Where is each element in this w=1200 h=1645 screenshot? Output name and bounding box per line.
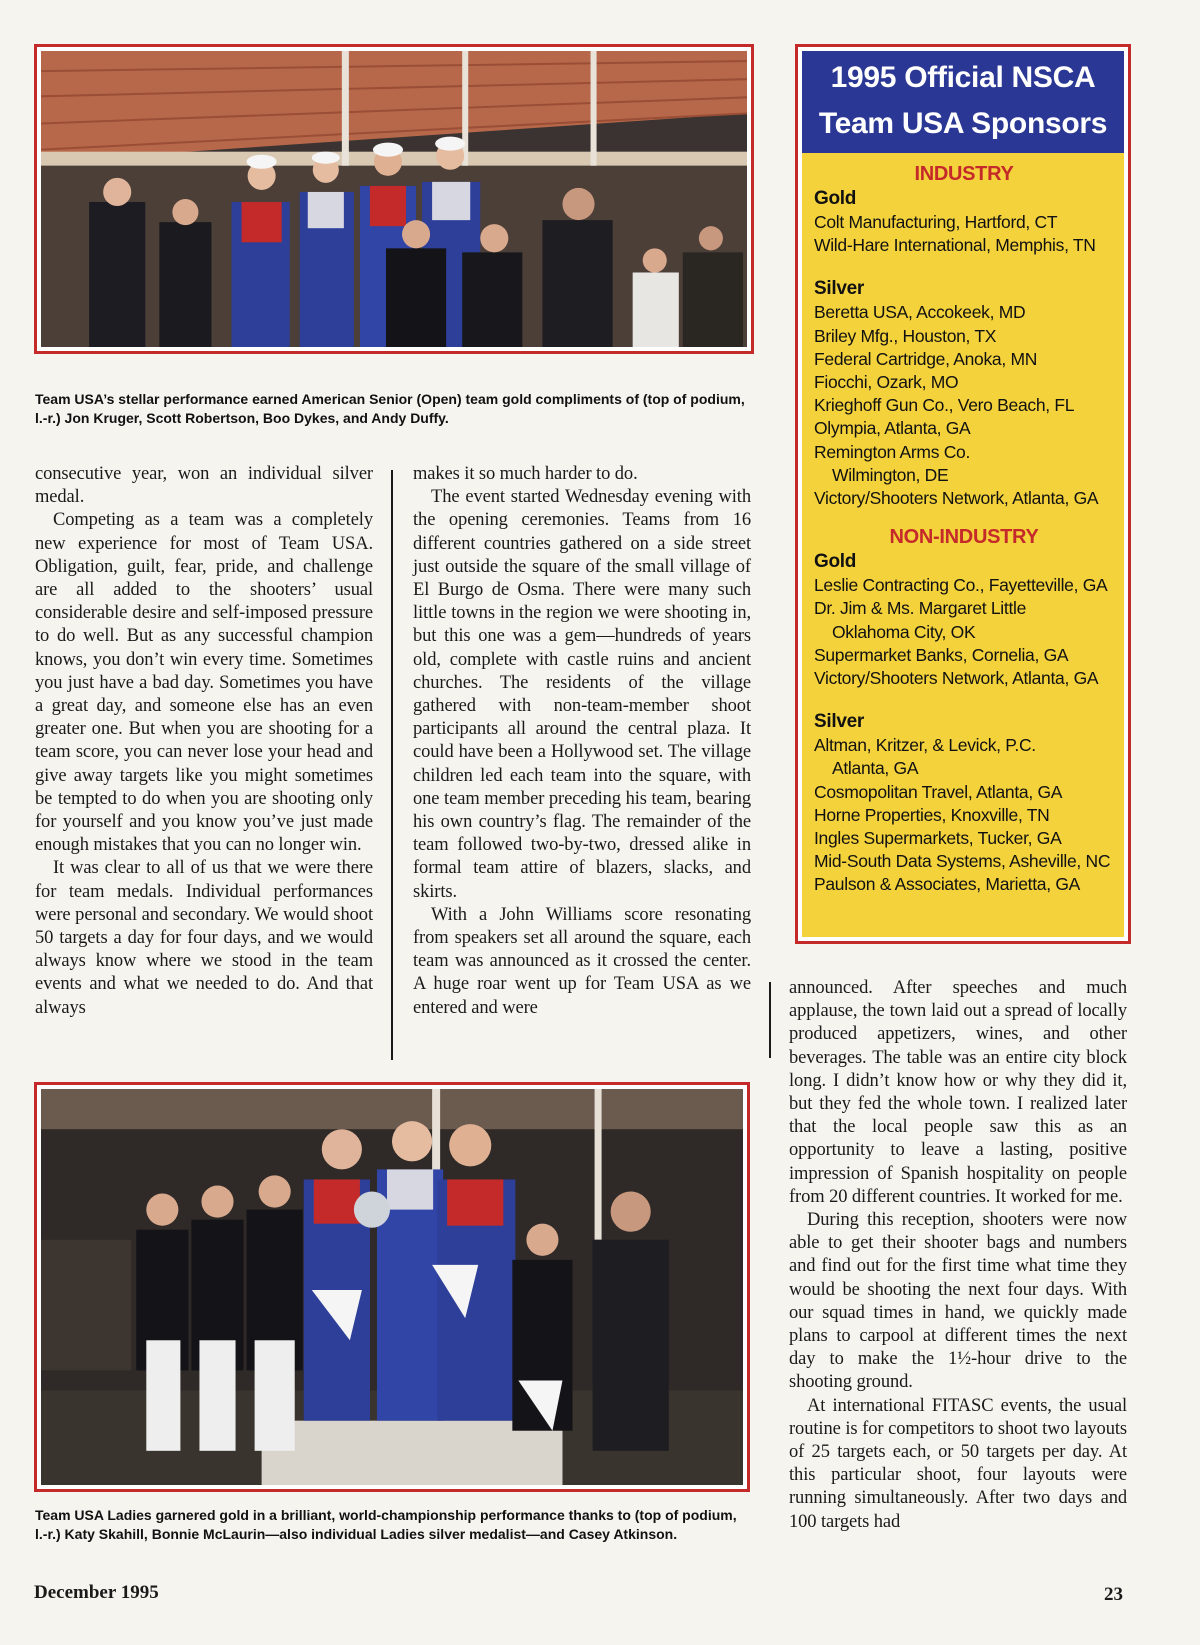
sponsor-entry: Colt Manufacturing, Hartford, CT — [814, 212, 1058, 232]
non-industry-gold-label: Gold — [814, 551, 857, 573]
article-paragraph: announced. After speeches and much applause, the town laid out a spread of locally produced appetizers, wines, and other beverages. The table was an entire city block long. I didn’t know how or why they did it, but they fed the whole town. I realized later that the local people saw this as an opportunity to leave a lasting, positive impression of Spanish hospitality on people from 20 different countries. It worked for me. — [789, 978, 1127, 1207]
sponsor-entry: Leslie Contracting Co., Fayetteville, GA — [814, 575, 1108, 596]
sponsor-entry: Cosmopolitan Travel, Atlanta, GA — [814, 781, 1063, 802]
photo-top-caption: Team USA’s stellar performance earned American Senior (Open) team gold compliments of (top of podium, l.-r.) Jon Kruger, Scott Robertson, Boo Dykes, and Andy Duffy. — [35, 391, 745, 426]
article-column-3 — [789, 977, 1127, 1534]
article-paragraph: At international FITASC events, the usual routine is for competitors to shoot two layouts of 25 targets each, or 50 targets per day. At this particular shoot, four layouts were running simultaneously. After two days and 100 targets had — [789, 1395, 1127, 1532]
photo-top-image — [41, 51, 747, 347]
sponsor-entry: Victory/Shooters Network, Atlanta, GA — [814, 668, 1099, 689]
column-rule-2 — [769, 982, 771, 1058]
article-paragraph: With a John Williams score resonating from speakers set all around the square, each team was announced as it crossed the center. A huge roar went up for Team USA as we entered and were — [413, 904, 751, 1018]
sponsor-title — [802, 51, 1124, 153]
sponsor-entry: Olympia, Atlanta, GA — [814, 418, 971, 439]
article-paragraph: Competing as a team was a completely new experience for most of Team USA. Obligation, guilt, fear, pride, and challenge are all added to the shooters’ usual considerable desire and self-imposed pressure to do well. But as any successful champion knows, you don’t win every time. Sometimes you just have a bad day. Sometimes you have a great day, and someone else has an even greater one. But when you are shooting for a team score, you can never lose your head and give away targets like you might sometimes be tempted to do when you are shooting only for yourself and you know you’ve just made enough mistakes that you can no longer win. — [35, 510, 373, 856]
sponsor-entry: Briley Mfg., Houston, TX — [814, 325, 997, 346]
photo-bottom — [34, 1082, 750, 1492]
non-industry-heading: NON-INDUSTRY — [889, 526, 1039, 549]
sponsor-entry: Beretta USA, Accokeek, MD — [814, 302, 1026, 323]
article-paragraph: consecutive year, won an individual silver medal. — [35, 464, 373, 508]
sponsor-entry: Ingles Supermarkets, Tucker, GA — [814, 828, 1062, 849]
industry-heading: INDUSTRY — [914, 163, 1014, 185]
article-paragraph: The event started Wednesday evening with the opening ceremonies. Teams from 16 different countries gathered on a side street just outside the square of the small village of El Burgo de Osma. There were many such little towns in the region we were shooting in, but this one was a gem—hundreds of years old, complete with castle ruins and ancient churches. The residents of the village gathered with non-team-member shoot participants all around the central plaza. It could have been a Hollywood set. The village children led each team into the square, with one team member preceding his team, bearing his own country’s flag. The remainder of the team followed two-by-two, dressed alike in formal team attire of blazers, slacks, and skirts. — [413, 487, 751, 902]
sponsor-entry-location: Oklahoma City, OK — [832, 621, 976, 642]
sponsor-entry: Altman, Kritzer, & Levick, P.C. — [814, 735, 1036, 756]
industry-silver-label: Silver — [814, 278, 864, 300]
sponsor-entry: Paulson & Associates, Marietta, GA — [814, 874, 1081, 895]
photo-bottom-image — [41, 1089, 743, 1485]
sponsor-entry: Horne Properties, Knoxville, TN — [814, 804, 1050, 825]
sponsor-panel — [802, 51, 1124, 937]
article-paragraph: During this reception, shooters were now able to get their shooter bags and numbers and find out for the first time what time they would be shooting the next four days. With our squad times in hand, we quickly made plans to carpool at different times the next day to make the 1½-hour drive to the shooting ground. — [789, 1210, 1127, 1393]
sponsor-entry: Wild-Hare International, Memphis, TN — [814, 235, 1096, 256]
photo-bottom-caption: Team USA Ladies garnered gold in a brilliant, world-championship performance thanks to (top of podium, l.-r.) Katy Skahill, Bonnie McLaurin—also individual Ladies silver medalist—and Casey Atkinson. — [35, 1507, 737, 1542]
sponsor-entry: Victory/Shooters Network, Atlanta, GA — [814, 488, 1099, 509]
sponsor-sidebar — [795, 44, 1131, 944]
sponsor-entry: Mid-South Data Systems, Asheville, NC — [814, 851, 1111, 872]
non-industry-silver-label: Silver — [814, 711, 864, 733]
article-column-1 — [35, 463, 373, 1020]
sponsor-entry: Supermarket Banks, Cornelia, GA — [814, 644, 1069, 665]
sponsor-entry-location: Atlanta, GA — [832, 758, 919, 779]
sponsor-title-line2: Team USA Sponsors — [818, 107, 1108, 140]
industry-gold-label: Gold — [814, 188, 857, 209]
page-number: 23 — [1104, 1584, 1123, 1605]
column-rule-1 — [391, 470, 393, 1060]
sponsor-title-line1: 1995 Official NSCA — [830, 61, 1096, 94]
sponsor-list — [802, 153, 1124, 897]
sponsor-entry: Federal Cartridge, Anoka, MN — [814, 348, 1038, 369]
sponsor-entry-location: Wilmington, DE — [832, 464, 949, 485]
sponsor-entry: Krieghoff Gun Co., Vero Beach, FL — [814, 395, 1075, 416]
photo-top — [34, 44, 754, 354]
article-paragraph: makes it so much harder to do. — [413, 464, 638, 484]
sponsor-entry: Dr. Jim & Ms. Margaret Little — [814, 598, 1027, 619]
article-paragraph: It was clear to all of us that we were there for team medals. Individual performances were personal and secondary. We would shoot 50 targets a day for four days, and we would always know where we stood in the team events and what we needed to do. And that always — [35, 858, 373, 1018]
issue-date: December 1995 — [34, 1582, 159, 1603]
sponsor-entry: Remington Arms Co. — [814, 441, 971, 462]
sponsor-entry: Fiocchi, Ozark, MO — [814, 372, 959, 393]
article-column-2 — [413, 463, 751, 1020]
